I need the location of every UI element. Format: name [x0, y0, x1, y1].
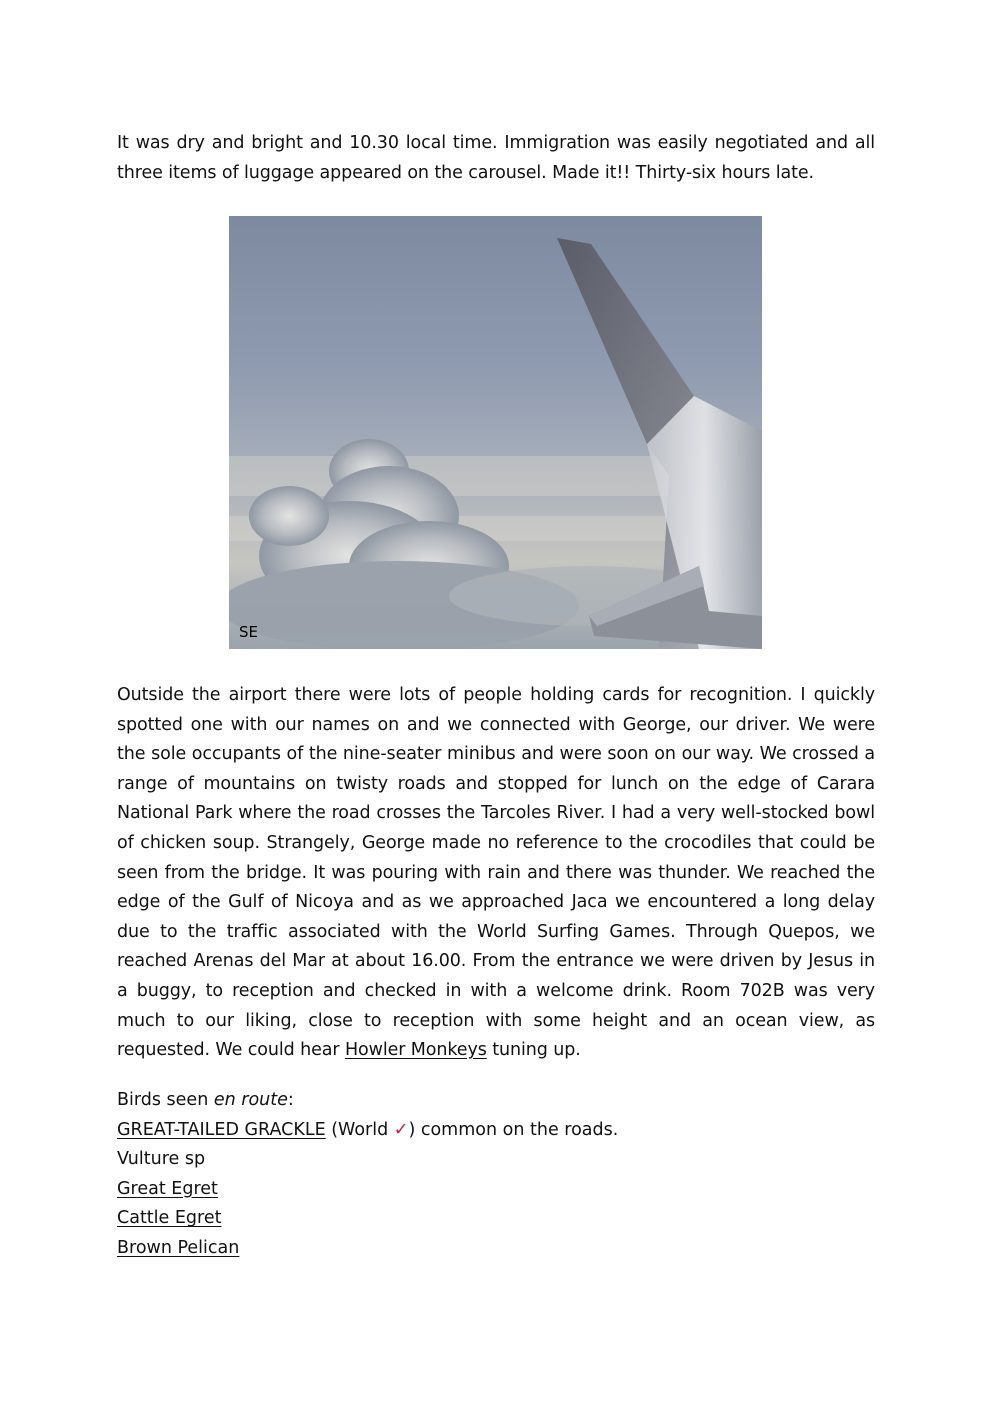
bird-brown-pelican — [117, 1234, 618, 1264]
bird-great-egret — [117, 1175, 618, 1205]
paragraph-text-end: tuning up. — [486, 1040, 581, 1061]
brown-pelican-link[interactable]: Brown Pelican — [117, 1237, 240, 1258]
photo-credit: SE — [239, 623, 258, 641]
cattle-egret-link[interactable]: Cattle Egret — [117, 1208, 222, 1229]
intro-paragraph: It was dry and bright and 10.30 local time. Immigration was easily negotiated and all three items of luggage appeared on the carousel. Made it!! Thirty-six hours late. — [117, 133, 875, 183]
grackle-link[interactable]: GREAT-TAILED GRACKLE — [117, 1119, 326, 1140]
airport-paragraph — [117, 681, 875, 1066]
bird-vulture: Vulture sp — [117, 1149, 206, 1170]
check-icon: ✓ — [393, 1119, 409, 1140]
en-route-italic: en route — [213, 1090, 288, 1110]
howler-monkeys-link[interactable]: Howler Monkeys — [344, 1040, 487, 1061]
birds-intro: Birds seen en route: — [117, 1090, 294, 1110]
great-egret-link[interactable]: Great Egret — [117, 1178, 218, 1199]
paragraph-text: Outside the airport there were lots of people holding cards for recognition. I quickly spotted one with our names on and we connected with George, our driver. We were the sole occupants of the nine-seater minibus and were soon on our way. We crossed a range of mountains on twisty roads and stopped for lunch on the edge of Carara National Park where the road crosses the Tarcoles River. I had a very well-stocked bowl of chicken soup. Strangely, George made no reference to the crocodiles that could be seen from the bridge. It was pouring with rain and there was thunder. We reached the edge of the Gulf of Nicoya and as we approached Jaca we encountered a long delay due to the traffic associated with the World Surfing Games. Through Quepos, we reached Arenas del Mar at about 16.00. From the entrance we were driven by Jesus in a buggy, to reception and checked in with a welcome drink. Room 702B was very much to our liking, close to reception with some height and an ocean view, as requested. We could hear — [117, 685, 875, 1061]
airplane-wing-over-clouds-image — [229, 216, 762, 649]
wing-photo — [229, 216, 762, 649]
bird-grackle: GREAT-TAILED GRACKLE (World ✓) common on the roads. — [117, 1119, 619, 1140]
birds-list — [117, 1086, 618, 1264]
bird-cattle-egret — [117, 1204, 618, 1234]
